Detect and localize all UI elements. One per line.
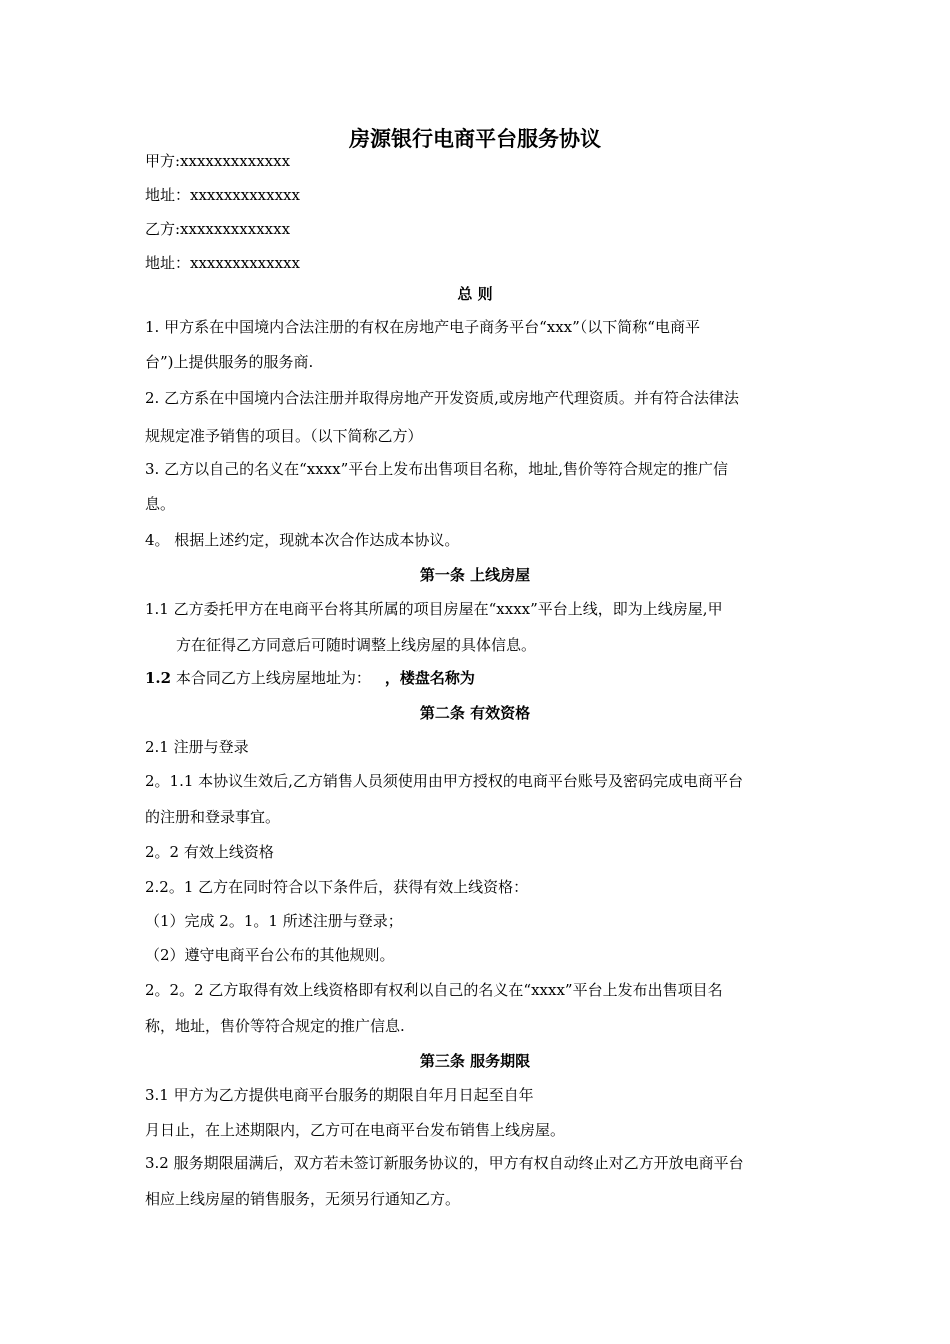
section-2-2: 2。2 有效上线资格 bbox=[145, 843, 274, 861]
party-b: 乙方:xxxxxxxxxxxxx bbox=[145, 220, 291, 238]
general-p4: 4。 根据上述约定，现就本次合作达成本协议。 bbox=[145, 531, 460, 549]
article3-heading: 第三条 服务期限 bbox=[419, 1052, 531, 1070]
section-3-2-line2: 相应上线房屋的销售服务，无须另行通知乙方。 bbox=[145, 1190, 461, 1208]
clause-1-1-line1: 1.1 乙方委托甲方在电商平台将其所属的项目房屋在“xxxx”平台上线，即为上线房屋,甲 bbox=[145, 600, 723, 618]
general-p2-line1: 2. 乙方系在中国境内合法注册并取得房地产开发资质,或房地产代理资质。并有符合法律法 bbox=[145, 389, 739, 407]
section-2-1: 2.1 注册与登录 bbox=[145, 738, 249, 756]
section-3-2-line1: 3.2 服务期限届满后，双方若未签订新服务协议的，甲方有权自动终止对乙方开放电商平台 bbox=[145, 1154, 744, 1172]
condition-2: （2）遵守电商平台公布的其他规则。 bbox=[145, 946, 395, 964]
general-p1-line1: 1. 甲方系在中国境内合法注册的有权在房地产电子商务平台“xxx”（以下简称“电商平 bbox=[145, 318, 700, 336]
general-p3-line1: 3. 乙方以自己的名义在“xxxx”平台上发布出售项目名称，地址,售价等符合规定的推广信 bbox=[145, 460, 729, 478]
clause-1-2-text: 本合同乙方上线房屋地址为： bbox=[171, 669, 371, 687]
clause-1-2-bold-text: ，楼盘名称为 bbox=[384, 669, 475, 687]
section-3-1-line1: 3.1 甲方为乙方提供电商平台服务的期限自年月日起至自年 bbox=[145, 1086, 534, 1104]
document-title: 房源银行电商平台服务协议 bbox=[349, 126, 601, 151]
section-2-2-2-line2: 称，地址，售价等符合规定的推广信息. bbox=[145, 1017, 405, 1035]
article1-heading: 第一条 上线房屋 bbox=[419, 566, 531, 584]
general-p3-line2: 息。 bbox=[145, 495, 176, 513]
clause-1-2 bbox=[145, 668, 475, 688]
address-a: 地址：xxxxxxxxxxxxx bbox=[145, 186, 300, 204]
general-p2-line2: 规规定准予销售的项目。（以下简称乙方） bbox=[145, 427, 423, 445]
condition-1: （1）完成 2。1。1 所述注册与登录； bbox=[145, 912, 403, 930]
clause-1-2-number: 1.2 bbox=[145, 669, 172, 687]
party-a: 甲方:xxxxxxxxxxxxx bbox=[145, 152, 291, 170]
general-heading: 总 则 bbox=[457, 285, 493, 303]
general-p1-line2: 台”)上提供服务的服务商. bbox=[145, 353, 314, 371]
section-3-1-line2: 月日止，在上述期限内，乙方可在电商平台发布销售上线房屋。 bbox=[145, 1121, 566, 1139]
section-2-2-2-line1: 2。2。2 乙方取得有效上线资格即有权利以自己的名义在“xxxx”平台上发布出售项目名 bbox=[145, 981, 723, 999]
article2-heading: 第二条 有效资格 bbox=[419, 704, 531, 722]
address-b: 地址：xxxxxxxxxxxxx bbox=[145, 254, 300, 272]
section-2-2-1: 2.2。1 乙方在同时符合以下条件后，获得有效上线资格： bbox=[145, 878, 529, 896]
section-2-1-1-line2: 的注册和登录事宜。 bbox=[145, 808, 281, 826]
section-2-1-1-line1: 2。1.1 本协议生效后,乙方销售人员须使用由甲方授权的电商平台账号及密码完成电商平台 bbox=[145, 772, 743, 790]
clause-1-1-line2: 方在征得乙方同意后可随时调整上线房屋的具体信息。 bbox=[176, 636, 537, 654]
